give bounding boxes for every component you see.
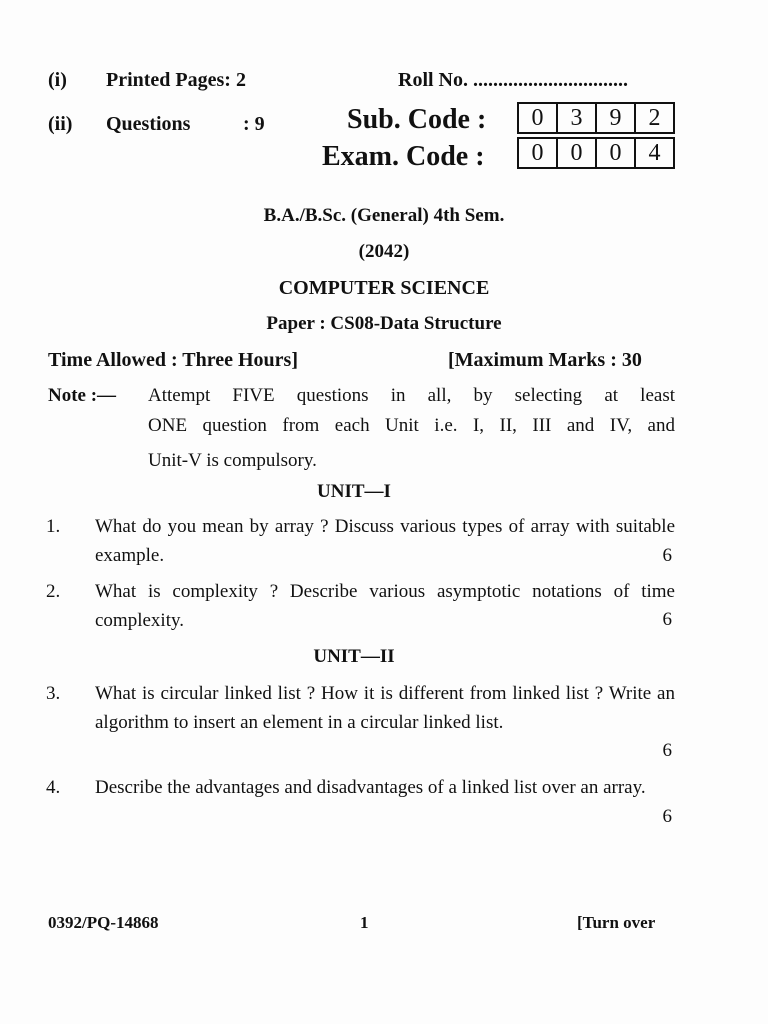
unit-2-heading: UNIT—II — [313, 646, 395, 667]
questions-index: (ii) — [48, 113, 73, 135]
exam-code-digit: 0 — [558, 139, 597, 167]
paper-title: Paper : CS08-Data Structure — [266, 313, 502, 334]
maximum-marks: [Maximum Marks : 30 — [448, 349, 642, 371]
questions-label: Questions — [106, 113, 191, 135]
question-text: What is complexity ? Describe various asymptotic notations of time complexity. — [95, 581, 675, 631]
paper-code: (2042) — [358, 241, 410, 262]
exam-code-digit: 0 — [519, 139, 558, 167]
sub-code-digit: 9 — [597, 104, 636, 132]
exam-code-label: Exam. Code : — [322, 141, 485, 172]
time-allowed: Time Allowed : Three Hours] — [48, 349, 298, 371]
question-marks: 6 — [662, 545, 672, 566]
roll-no-field: Roll No. ............................... — [398, 69, 628, 91]
exam-code-digit: 0 — [597, 139, 636, 167]
sub-code-digit: 3 — [558, 104, 597, 132]
course-title: B.A./B.Sc. (General) 4th Sem. — [263, 205, 505, 226]
question-number: 1. — [46, 516, 61, 537]
unit-1-heading: UNIT—I — [317, 481, 391, 502]
note-line-1: Attempt FIVE questions in all, by selecting at least — [148, 385, 675, 406]
sub-code-digit: 2 — [648, 105, 661, 131]
footer-turn-over: [Turn over — [577, 913, 656, 932]
subject-title: COMPUTER SCIENCE — [278, 277, 490, 299]
question-text: What do you mean by array ? Discuss various types of array with suitable example. — [95, 516, 675, 566]
question-text: Describe the advantages and disadvantages of a linked list over an array. — [95, 777, 646, 798]
question-marks: 6 — [662, 740, 672, 761]
printed-pages-index: (i) — [48, 69, 67, 91]
question-marks: 6 — [662, 806, 672, 827]
question-marks: 6 — [662, 609, 672, 630]
footer-page-number: 1 — [360, 913, 369, 932]
note-line-2: ONE question from each Unit i.e. I, II, III and IV, and — [148, 415, 675, 436]
printed-pages-label: Printed Pages: 2 — [106, 69, 246, 91]
exam-code-boxes — [517, 137, 675, 169]
question-number: 3. — [46, 683, 61, 704]
note-label: Note :— — [48, 385, 117, 406]
question-text: What is circular linked list ? How it is different from linked list ? Write an algorithm to insert an element in a circular linked list. — [95, 683, 675, 733]
question-number: 2. — [46, 581, 61, 602]
footer-paper-code: 0392/PQ-14868 — [48, 913, 159, 932]
note-line-3: Unit-V is compulsory. — [148, 450, 317, 471]
sub-code-label: Sub. Code : — [347, 104, 487, 135]
questions-count: : 9 — [243, 113, 265, 135]
question-number: 4. — [46, 777, 61, 798]
sub-code-boxes — [517, 102, 675, 134]
sub-code-digit: 0 — [519, 104, 558, 132]
exam-code-digit: 4 — [648, 140, 661, 166]
